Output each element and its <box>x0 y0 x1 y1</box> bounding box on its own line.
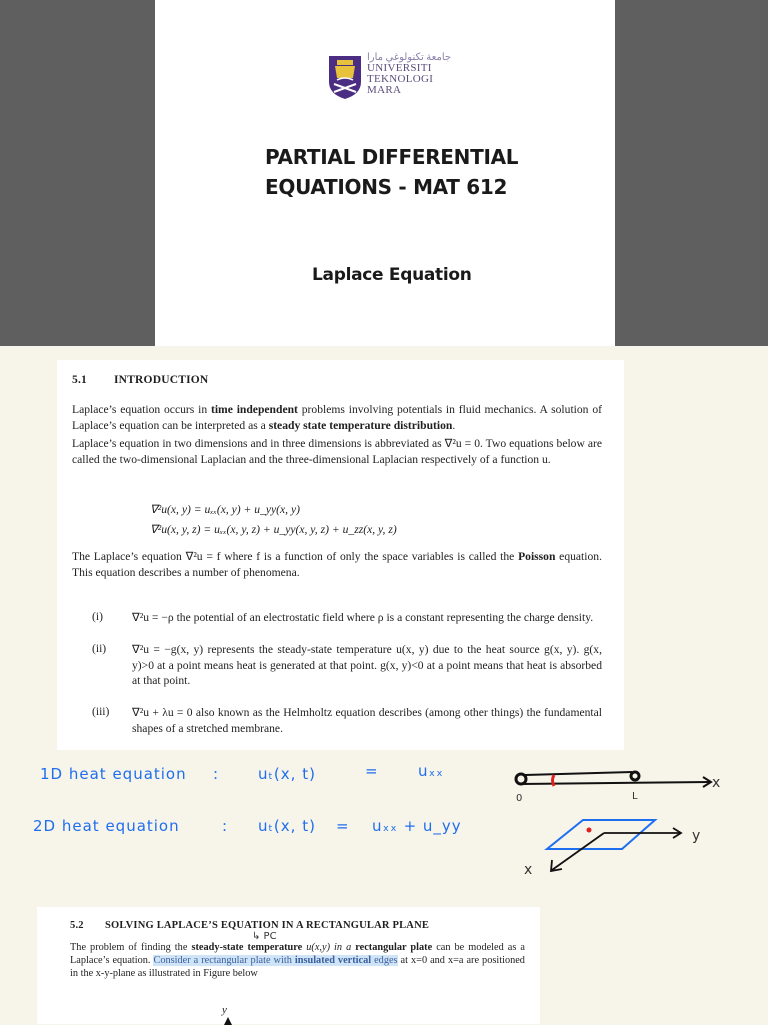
intro-paragraph-1 <box>72 402 602 433</box>
list-item-number: (iii) <box>92 705 110 718</box>
logo-line-1: UNIVERSITI <box>367 62 432 74</box>
section-5-1-snippet <box>57 360 624 750</box>
rod-axis-label: x <box>712 775 721 791</box>
rod-label-end: L <box>632 791 638 802</box>
plate-sketch-icon <box>540 815 720 885</box>
laplacian-2d-equation: ∇²u(x, y) = uₓₓ(x, y) + u_yy(x, y) <box>150 503 300 516</box>
text: at x=0 and x=a are positioned in the x-y-plane as illustrated in Figure below <box>70 955 525 979</box>
handwritten-annotation: ↳ PC <box>252 931 277 942</box>
logo-line-2: TEKNOLOGI <box>367 73 434 85</box>
course-title-line-1: PARTIAL DIFFERENTIAL <box>265 145 519 169</box>
text: The Laplace’s equation ∇²u = f where f is a function of only the space variables is called the <box>72 550 519 563</box>
text: The problem of finding the <box>70 942 192 953</box>
logo-line-3: MARA <box>367 84 402 96</box>
list-item-number: (ii) <box>92 642 107 655</box>
section-5-2-paragraph <box>70 941 525 980</box>
list-item-text: ∇²u = −ρ the potential of an electrostatic field where ρ is a constant representing the charge density. <box>132 611 594 624</box>
note-2d-lhs: uₜ(x, t) <box>258 817 316 835</box>
plate-y-axis-label: y <box>692 828 701 844</box>
crest-icon <box>327 54 363 100</box>
note-equals: = <box>336 817 350 835</box>
course-title <box>265 142 585 202</box>
section-title: SOLVING LAPLACE’S EQUATION IN A RECTANGULAR PLANE <box>105 920 430 931</box>
chapter-subtitle: Laplace Equation <box>312 265 472 285</box>
highlighted-bold-text: insulated vertical <box>294 955 372 966</box>
note-1d-rhs: uₓₓ <box>418 762 444 780</box>
bold-text: time independent <box>210 403 298 416</box>
bold-text: Poisson <box>518 550 556 563</box>
note-1d-lhs: uₜ(x, t) <box>258 765 316 783</box>
logo-wordmark <box>367 52 451 96</box>
highlighted-text: Consider a rectangular plate with <box>153 955 295 966</box>
university-logo <box>327 52 487 104</box>
bold-text: steady-state temperature <box>191 942 303 953</box>
rod-sketch-icon <box>510 768 740 813</box>
text: equation. This equation describes a number of phenomena. <box>72 550 602 579</box>
text: . <box>452 418 456 432</box>
note-2d-heat-label: 2D heat equation <box>33 817 180 835</box>
section-number: 5.2 <box>70 920 84 931</box>
intro-paragraph-2: Laplace’s equation in two dimensions and in three dimensions is abbreviated as ∇²u = 0. Two equations below are called the two-dimensional Laplacian and the three-dimensional Laplacian respectively of a function u. <box>72 437 602 466</box>
bold-text: rectangular plate <box>355 942 433 953</box>
logo-script: ﺟﺎﻣﻌﺔ ﺗﻜﻨﻮﻟﻮﻏﻲ ﻣﺎرا <box>367 52 452 63</box>
text: problems involving potentials in fluid mechanics. A solution of Laplace’s equation can be interpreted as a <box>72 403 602 432</box>
list-item-text: ∇²u + λu = 0 also known as the Helmholtz equation describes (among other things) the fundamental shapes of a stretched membrane. <box>132 706 602 735</box>
poisson-paragraph <box>72 549 602 580</box>
note-colon: : <box>213 765 220 783</box>
note-colon: : <box>222 817 229 835</box>
note-1d-heat-label: 1D heat equation <box>40 765 187 783</box>
list-item-number: (i) <box>92 610 103 623</box>
list-item-text: ∇²u = −g(x, y) represents the steady-state temperature u(x, y) due to the heat source g(x, y). g(x, y)>0 at a point means heat is generated at that point. g(x, y)<0 at a point means that heat is absorbed at that point. <box>132 643 602 687</box>
course-title-line-2: EQUATIONS - MAT 612 <box>265 175 508 199</box>
text: u(x,y) in a <box>302 942 356 953</box>
text: Laplace’s equation occurs in <box>72 403 211 416</box>
figure-y-axis-label: y <box>222 1004 227 1016</box>
plate-x-axis-label: x <box>524 862 533 878</box>
section-number: 5.1 <box>72 374 87 386</box>
laplacian-3d-equation: ∇²u(x, y, z) = uₓₓ(x, y, z) + u_yy(x, y, z) + u_zz(x, y, z) <box>150 523 397 536</box>
section-5-2-snippet <box>37 907 540 1024</box>
text: can be modeled as a Laplace’s equation. <box>70 942 525 966</box>
note-equals: = <box>365 762 379 780</box>
bold-text: steady state temperature distribution <box>268 418 453 432</box>
note-2d-rhs: uₓₓ + u_yy <box>372 817 462 835</box>
cover-page <box>155 0 615 346</box>
highlighted-text: edges <box>371 955 398 966</box>
rod-label-start: 0 <box>516 793 523 804</box>
section-title: INTRODUCTION <box>114 374 209 386</box>
